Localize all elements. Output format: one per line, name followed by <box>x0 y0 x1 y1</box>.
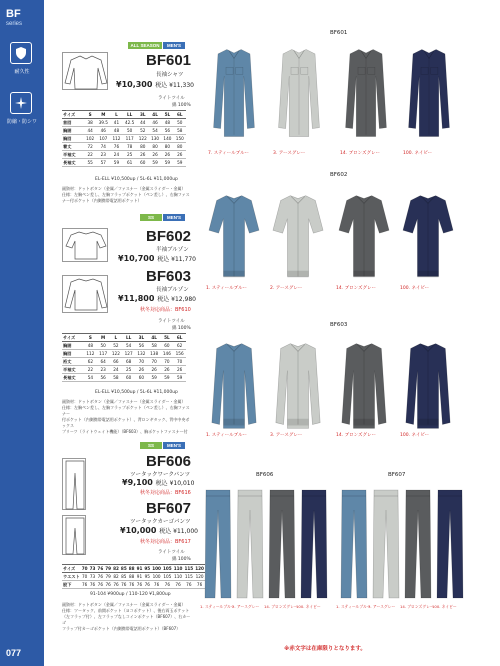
table-cell: 26 <box>148 366 161 374</box>
bf607-color-caption: 14. ブロンズグレー <box>400 604 434 609</box>
table-cell: 60 <box>122 374 135 382</box>
bf602-photo-bronze <box>338 190 390 290</box>
table-cell: 150 <box>174 135 186 143</box>
table-cell: 76 <box>173 581 184 589</box>
table-cell: ウエスト <box>63 573 80 579</box>
bf602-color-caption: 100. ネイビー <box>400 286 430 291</box>
table-header-cell: サイズ <box>62 111 84 119</box>
table-cell: 70 <box>135 358 148 366</box>
table-row <box>62 135 186 143</box>
table-cell: 120 <box>195 574 204 579</box>
bf601-color-caption: 7. スティールブルー <box>208 151 250 156</box>
bf606-price: ¥9,100 税込 ¥10,010 <box>122 478 195 487</box>
table-cell: 70 <box>161 358 174 366</box>
table-cell: 76 <box>183 581 194 589</box>
bf603-photo-navy <box>402 338 454 438</box>
series-title: BF <box>6 8 21 20</box>
series-sidebar <box>0 0 44 666</box>
photo-section-bf603: BF603 <box>330 322 348 328</box>
table-cell: 胸囲 <box>62 342 84 350</box>
table-cell: 26 <box>174 151 186 159</box>
table-cell: 100 <box>152 574 161 579</box>
bf603-notes: 副資材：ドットボタン（金属／ファスナー（金属スライダー・金属） 仕様：左胸ペン差し、左胸フラップポケット（ペン差し）、右胸ファスナー 付ポケット（内側携帯電話用ポケット）、背ロンギタック、背中中央ボックス プリーツ（ライトウェイト機能）（BF603）、胸ポケットファスナー付 <box>62 399 190 434</box>
series-subtitle: series <box>6 21 23 27</box>
table-cell: 76 <box>97 574 103 579</box>
bf601-code: BF601 <box>146 52 192 69</box>
table-cell: 54 <box>122 342 135 350</box>
table-header-cell: 73 <box>89 566 96 571</box>
table-cell: 76 <box>144 582 150 587</box>
table-header-cell: 85 <box>120 566 127 571</box>
table-cell: 48 <box>110 127 122 135</box>
feature-antiwrinkle-label: 防縮・防シワ <box>6 119 37 125</box>
table-header-cell: 110 <box>173 566 183 571</box>
table-cell: 38 <box>84 119 96 127</box>
table-row <box>62 374 186 382</box>
bf603-size-note: EL-ELL ¥10,500up / 5L-6L ¥11,000up <box>95 390 178 395</box>
table-cell: 117 <box>97 350 110 358</box>
table-cell: 59 <box>110 159 122 167</box>
table-cell: 半袖丈 <box>62 366 84 374</box>
bf603-color-caption: 3. アースグレー <box>270 433 303 438</box>
table-cell: 半袖丈 <box>62 151 84 159</box>
bf602-code: BF602 <box>146 228 192 245</box>
bf601-size-table <box>62 110 186 167</box>
table-cell: 76 <box>113 582 119 587</box>
table-cell: 76 <box>151 581 162 589</box>
table-cell: 112 <box>110 135 122 143</box>
table-cell: 着丈 <box>62 143 84 151</box>
bf603-sketch <box>62 275 108 313</box>
table-cell: 127 <box>122 350 135 358</box>
bf603-price: ¥11,800 税込 ¥12,980 <box>118 294 196 303</box>
table-cell: 裄丈 <box>62 358 84 366</box>
table-cell: 50 <box>174 119 186 127</box>
table-header-cell: S <box>84 334 97 342</box>
table-cell: 76 <box>162 581 173 589</box>
table-cell: 59 <box>173 374 186 382</box>
table-cell: 76 <box>121 582 127 587</box>
table-cell: 48 <box>161 119 173 127</box>
bf607-sketch <box>62 515 86 555</box>
bf607-red-note: 秋冬対応商品：BF617 <box>140 539 191 545</box>
table-cell: 44 <box>137 119 149 127</box>
bf601-name: 長袖シャツ <box>156 72 184 78</box>
table-cell: 138 <box>148 350 161 358</box>
table-header-row <box>62 111 186 119</box>
bf606-photo-steel <box>204 488 232 604</box>
table-cell: 42.5 <box>123 119 137 127</box>
table-cell: 88 <box>128 574 135 579</box>
table-cell: 24 <box>110 151 122 159</box>
table-cell: 80 <box>149 143 161 151</box>
bf607-code: BF607 <box>146 500 192 517</box>
bf602-color-caption: 2. アースグレー <box>270 286 303 291</box>
table-row <box>62 350 186 358</box>
bf601-color-caption: 14. ブロンズグレー <box>340 151 380 156</box>
bf606-season-tag: SS <box>140 442 162 449</box>
bf602-sketch <box>62 228 108 262</box>
bf601-fabric-sub: 綿 100% <box>172 103 191 108</box>
table-cell: 64 <box>97 358 110 366</box>
table-cell: 72 <box>84 143 96 151</box>
table-header-cell: L <box>110 111 122 119</box>
table-cell: 41 <box>110 119 122 127</box>
feature-durability-label: 耐久性 <box>14 69 30 75</box>
table-cell: 146 <box>161 350 174 358</box>
table-header-cell: S <box>84 111 96 119</box>
table-header-cell: 79 <box>105 566 112 571</box>
bf606-photo-earth <box>236 488 264 604</box>
table-cell: 74 <box>96 143 110 151</box>
bf602-season-tag: SS <box>140 214 162 221</box>
table-cell: 76 <box>136 582 143 587</box>
table-cell: 80 <box>137 143 149 151</box>
table-cell: 132 <box>135 350 148 358</box>
table-cell: 60 <box>137 159 149 167</box>
table-header-cell: LL <box>122 334 135 342</box>
bf603-photo-earth <box>272 338 324 438</box>
photo-section-bf602: BF602 <box>330 172 348 178</box>
bf601-size-note: EL-ELL ¥10,500up / 5L-6L ¥11,000up <box>95 177 178 182</box>
table-cell: 52 <box>110 342 123 350</box>
table-header-cell: 88 <box>128 566 135 571</box>
table-cell: 59 <box>149 159 161 167</box>
table-cell: 22 <box>84 151 96 159</box>
table-cell: 76 <box>82 582 88 587</box>
table-cell: 80 <box>161 143 173 151</box>
table-cell: 78 <box>123 143 137 151</box>
footer-note: ※赤文字は在庫限りとなります。 <box>284 646 366 652</box>
bf607-size-note: 91-104 ¥900up / 110-120 ¥1,800up <box>90 592 171 597</box>
table-cell: 117 <box>123 135 137 143</box>
table-cell: 102 <box>84 135 96 143</box>
table-cell: 26 <box>173 366 186 374</box>
table-cell: 91 <box>136 574 143 579</box>
table-header-cell: 70 <box>81 566 88 571</box>
bf607-color-caption: 100. ネイビー <box>432 604 457 609</box>
table-header-cell: 76 <box>97 566 104 571</box>
table-row <box>62 159 186 167</box>
table-header-cell: 91 <box>136 566 143 571</box>
table-cell: 39.5 <box>96 119 110 127</box>
table-cell: 22 <box>84 366 97 374</box>
table-cell: 110 <box>174 574 183 579</box>
table-cell: 26 <box>161 366 174 374</box>
table-row <box>62 143 186 151</box>
bf603-fabric-sub: 綿 100% <box>172 326 191 331</box>
sparkle-icon <box>10 92 32 114</box>
table-cell: 56 <box>135 342 148 350</box>
table-header-cell: 100 <box>152 566 161 571</box>
bf606-gender-tag: MEN'S <box>163 442 185 449</box>
bf602-price: ¥10,700 税込 ¥11,770 <box>118 254 196 263</box>
bf606-color-caption: 2. アースグレー <box>232 604 260 609</box>
table-cell: 54 <box>84 374 97 382</box>
table-cell: 85 <box>121 574 127 579</box>
table-cell: 79 <box>105 574 111 579</box>
bf607-fabric-sub: 綿 100% <box>172 557 191 562</box>
table-cell: 60 <box>161 342 174 350</box>
table-header-row <box>62 334 186 342</box>
table-row <box>62 151 186 159</box>
bf607-size-table <box>62 564 205 589</box>
table-cell: 46 <box>96 127 110 135</box>
table-header-cell: 5L <box>161 334 174 342</box>
table-cell: 58 <box>174 127 186 135</box>
table-header-cell: M <box>96 111 110 119</box>
table-cell: 23 <box>96 151 110 159</box>
table-cell: 115 <box>184 574 193 579</box>
bf601-photo-bronze <box>342 40 390 150</box>
bf607-photo-earth <box>372 488 400 604</box>
table-cell: 長袖丈 <box>62 374 84 382</box>
table-cell: 107 <box>96 135 110 143</box>
table-header-cell: 4L <box>148 334 161 342</box>
table-cell: 52 <box>137 127 149 135</box>
table-cell: 76 <box>128 582 135 587</box>
table-row <box>62 358 186 366</box>
table-cell: 股下 <box>62 581 81 589</box>
table-cell: 胸囲 <box>62 127 84 135</box>
bf601-photo-steel <box>210 40 258 150</box>
table-cell: 112 <box>84 350 97 358</box>
bf601-fabric: ライトツイル <box>158 96 185 101</box>
table-row <box>62 581 205 589</box>
table-row <box>62 573 205 581</box>
bf607-photo-bronze <box>404 488 432 604</box>
bf601-photo-navy <box>405 40 453 150</box>
table-cell: 122 <box>110 350 123 358</box>
table-cell: 胸回 <box>62 350 84 358</box>
bf601-color-caption: 100. ネイビー <box>403 151 433 156</box>
bf602-photo-navy <box>402 190 454 290</box>
table-cell: 62 <box>84 358 97 366</box>
table-cell: 56 <box>161 127 173 135</box>
table-row <box>62 119 186 127</box>
bf603-photo-bronze <box>338 338 390 438</box>
table-cell: 50 <box>97 342 110 350</box>
table-cell: 胸回 <box>62 135 84 143</box>
table-cell: 58 <box>148 342 161 350</box>
table-header-cell: 4L <box>149 111 161 119</box>
bf601-sketch <box>62 52 108 90</box>
table-header-row <box>62 565 205 573</box>
bf606-photo-navy <box>300 488 328 604</box>
table-cell: 46 <box>149 119 161 127</box>
table-cell: 23 <box>97 366 110 374</box>
bf601-price: ¥10,300 税込 ¥11,330 <box>116 80 194 89</box>
bf606-red-note: 秋冬対応商品：BF616 <box>140 490 191 496</box>
table-cell: 73 <box>89 574 96 579</box>
bf603-size-table <box>62 333 186 382</box>
table-cell: 76 <box>89 582 96 587</box>
bf602-color-caption: 1. スティールブルー <box>206 286 248 291</box>
table-cell: 56 <box>97 374 110 382</box>
table-cell: 59 <box>161 374 174 382</box>
table-cell: 61 <box>123 159 137 167</box>
table-cell: 156 <box>173 350 186 358</box>
table-cell: 70 <box>82 574 88 579</box>
table-header-cell: サイズ <box>62 565 81 573</box>
bf603-color-caption: 100. ネイビー <box>400 433 430 438</box>
table-header-cell: LL <box>123 111 137 119</box>
shield-icon <box>10 42 32 64</box>
table-cell: 140 <box>161 135 173 143</box>
table-header-cell: 115 <box>184 566 194 571</box>
table-cell: 59 <box>161 159 173 167</box>
bf606-color-caption: 1. スティールブルー <box>200 604 235 609</box>
bf602-name: 半袖ブルゾン <box>156 247 189 253</box>
table-cell: 76 <box>110 143 122 151</box>
bf607-name: ツータックカーゴパンツ <box>130 519 191 525</box>
table-cell: 66 <box>110 358 123 366</box>
bf603-red-note: 秋冬対応商品：BF610 <box>140 307 191 313</box>
table-cell: 首回 <box>62 119 84 127</box>
bf603-photo-steel <box>208 338 260 438</box>
bf607-photo-steel <box>340 488 368 604</box>
bf601-photo-earth <box>275 40 323 150</box>
table-row <box>62 127 186 135</box>
table-cell: 57 <box>96 159 110 167</box>
bf607-color-caption: 3. アースグレー <box>368 604 396 609</box>
bf602-photo-steel <box>208 190 260 290</box>
bf607-color-caption: 1. スティールブルー <box>336 604 371 609</box>
table-cell: 24 <box>110 366 123 374</box>
table-cell: 26 <box>135 366 148 374</box>
table-cell: 70 <box>173 358 186 366</box>
bf607-photo-navy <box>436 488 464 604</box>
table-cell: 105 <box>163 574 172 579</box>
page-number: 077 <box>6 648 22 658</box>
bf601-season-tag: ALL SEASON <box>128 42 162 49</box>
table-cell: 68 <box>122 358 135 366</box>
table-cell: 76 <box>194 581 205 589</box>
bf607-fabric: ライトツイル <box>158 550 185 555</box>
table-cell: 59 <box>174 159 186 167</box>
photo-section-bf607: BF607 <box>388 472 406 478</box>
table-header-cell: 82 <box>113 566 119 571</box>
table-cell: 130 <box>149 135 161 143</box>
table-header-cell: 6L <box>174 111 186 119</box>
bf601-gender-tag: MEN'S <box>163 42 185 49</box>
bf606-name: ツータックワークパンツ <box>130 472 191 478</box>
table-cell: 80 <box>174 143 186 151</box>
bf606-sketch <box>62 458 86 510</box>
table-cell: 25 <box>122 366 135 374</box>
table-cell: 44 <box>84 127 96 135</box>
bf602-color-caption: 14. ブロンズグレー <box>336 286 376 291</box>
bf601-notes: 副資材：ドットボタン（金属／ファスナー（金属スライダー・金属） 仕様：左胸ペン差し、左胸フラップポケット（ペン差し）、右胸ファス ナー付ポケット（内側携帯電話用ポケット） <box>62 186 190 203</box>
bf602-gender-tag: MEN'S <box>163 214 185 221</box>
table-header-cell: 3L <box>135 334 148 342</box>
table-row <box>62 342 186 350</box>
bf603-color-caption: 14. ブロンズグレー <box>336 433 376 438</box>
bf601-color-caption: 3. アースグレー <box>273 151 306 156</box>
table-cell: 82 <box>113 574 119 579</box>
bf606-color-caption: 100. ネイビー <box>296 604 321 609</box>
table-row <box>62 366 186 374</box>
table-cell: 70 <box>148 358 161 366</box>
table-cell: 長袖丈 <box>62 159 84 167</box>
table-cell: 95 <box>144 574 150 579</box>
photo-section-bf601: BF601 <box>330 30 348 36</box>
table-cell: 60 <box>135 374 148 382</box>
bf607-price: ¥10,000 税込 ¥11,000 <box>120 526 198 535</box>
table-header-cell: 3L <box>137 111 149 119</box>
bf603-code: BF603 <box>146 268 192 285</box>
bf606-code: BF606 <box>146 453 192 470</box>
bf606-photo-bronze <box>268 488 296 604</box>
table-header-cell: M <box>97 334 110 342</box>
table-cell: 26 <box>149 151 161 159</box>
table-cell: 54 <box>149 127 161 135</box>
table-header-cell: 6L <box>173 334 186 342</box>
bf603-color-caption: 1. スティールブルー <box>206 433 248 438</box>
bf607-notes: 副資材：ドットボタン（金属／ファスナー（金属スライダー・金属） 仕様：ツータック、前開ポケット（ヨコポケット）、後右両玉ポケット （左フラップ付）、左フラップなしコインポケット（BF607）、右カーゴ フラップ付カーゴポケット（内側携帯電話用ポケット）（BF607） <box>62 602 191 631</box>
table-cell: 122 <box>137 135 149 143</box>
table-cell: 62 <box>173 342 186 350</box>
table-cell: 55 <box>84 159 96 167</box>
bf603-fabric: ライトツイル <box>158 319 185 324</box>
table-cell: 48 <box>84 342 97 350</box>
bf603-name: 長袖ブルゾン <box>156 287 189 293</box>
table-cell: 58 <box>110 374 123 382</box>
table-cell: 76 <box>105 582 111 587</box>
table-cell: 50 <box>123 127 137 135</box>
table-header-cell: 105 <box>162 566 172 571</box>
bf606-color-caption: 14. ブロンズグレー <box>264 604 298 609</box>
photo-section-bf606: BF606 <box>256 472 274 478</box>
table-cell: 25 <box>123 151 137 159</box>
table-header-cell: L <box>110 334 123 342</box>
table-header-cell: 120 <box>195 566 204 571</box>
table-header-cell: サイズ <box>62 334 84 342</box>
table-cell: 26 <box>137 151 149 159</box>
table-cell: 26 <box>161 151 173 159</box>
table-header-cell: 5L <box>161 111 173 119</box>
bf602-photo-earth <box>272 190 324 290</box>
table-cell: 76 <box>97 582 103 587</box>
table-header-cell: 95 <box>144 566 151 571</box>
table-cell: 59 <box>148 374 161 382</box>
